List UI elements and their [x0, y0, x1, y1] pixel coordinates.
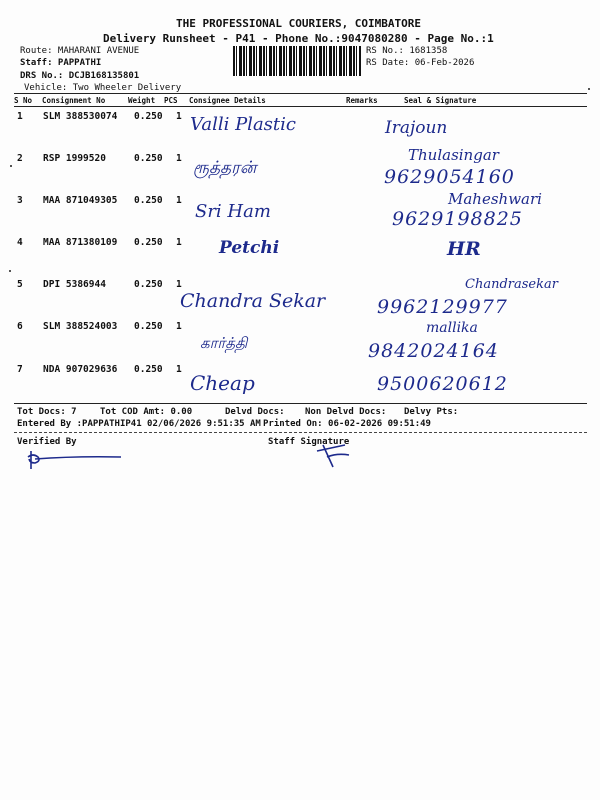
verified-by-label: Verified By	[17, 437, 77, 447]
row-phone-handwriting: 9842024164	[368, 340, 499, 362]
col-consignment: Consignment No	[42, 96, 106, 105]
row-signature-handwriting: Maheshwari	[448, 190, 542, 208]
row-pcs: 1	[176, 279, 182, 290]
row-consignment: RSP 1999520	[43, 153, 106, 164]
scan-speck	[588, 88, 590, 90]
row-signature-handwriting: Thulasingar	[408, 146, 499, 164]
barcode	[233, 46, 361, 76]
drs-number: DRS No.: DCJB168135801	[20, 71, 140, 81]
runsheet-subtitle: Delivery Runsheet - P41 - Phone No.:9047080280 - Page No.:1	[103, 32, 494, 45]
row-phone-handwriting: 9629198825	[392, 208, 523, 230]
table-bottom-rule	[14, 403, 587, 404]
row-consignee-handwriting: Valli Plastic	[190, 114, 296, 135]
row-sno: 2	[17, 153, 23, 164]
row-consignment: MAA 871049305	[43, 195, 118, 206]
row-sno: 6	[17, 321, 23, 332]
staff-label: Staff: PAPPATHI	[20, 58, 102, 68]
col-remarks: Remarks	[346, 96, 378, 105]
row-weight: 0.250	[134, 321, 163, 332]
scan-speck	[9, 270, 11, 272]
company-title: THE PROFESSIONAL COURIERS, COIMBATORE	[176, 17, 422, 30]
row-sno: 5	[17, 279, 23, 290]
vehicle-label: Vehicle: Two Wheeler Delivery	[24, 83, 182, 93]
footer-rule	[14, 432, 587, 433]
route-label: Route: MAHARANI AVENUE	[20, 46, 140, 56]
table-header-rule	[14, 106, 587, 107]
row-consignee-handwriting: Sri Ham	[195, 201, 271, 222]
row-weight: 0.250	[134, 237, 163, 248]
row-consignee-handwriting: ரூத்தரன்	[193, 158, 257, 178]
col-pcs: PCS	[164, 96, 178, 105]
row-weight: 0.250	[134, 195, 163, 206]
staff-signature-mark	[315, 437, 355, 469]
row-consignment: DPI 5386944	[43, 279, 106, 290]
total-cod-amount: Tot COD Amt: 0.00	[100, 407, 193, 417]
verified-by-signature	[25, 447, 125, 472]
row-consignee-handwriting: Petchi	[219, 238, 280, 258]
row-pcs: 1	[176, 237, 182, 248]
col-weight: Weight	[128, 96, 156, 105]
row-consignment: MAA 871380109	[43, 237, 118, 248]
row-weight: 0.250	[134, 153, 163, 164]
entered-by: Entered By :PAPPATHIP41 02/06/2026 9:51:35 AM	[17, 419, 261, 429]
row-weight: 0.250	[134, 111, 163, 122]
row-signature-handwriting: HR	[447, 238, 481, 260]
scan-speck	[10, 165, 12, 167]
row-consignment: SLM 388524003	[43, 321, 118, 332]
col-seal-signature: Seal & Signature	[404, 96, 477, 105]
row-pcs: 1	[176, 321, 182, 332]
delivered-docs: Delvd Docs:	[225, 407, 285, 417]
row-weight: 0.250	[134, 364, 163, 375]
row-consignment: SLM 388530074	[43, 111, 118, 122]
non-delivered-docs: Non Delvd Docs:	[305, 407, 387, 417]
row-pcs: 1	[176, 195, 182, 206]
row-pcs: 1	[176, 153, 182, 164]
row-consignee-handwriting: Cheap	[190, 371, 255, 395]
printed-on: Printed On: 06-02-2026 09:51:49	[263, 419, 431, 429]
row-phone-handwriting: 9962129977	[377, 296, 508, 318]
row-signature-handwriting: Irajoun	[385, 118, 448, 138]
row-phone-handwriting: 9500620612	[377, 373, 508, 395]
row-signature-handwriting: mallika	[426, 320, 478, 336]
row-pcs: 1	[176, 111, 182, 122]
row-consignment: NDA 907029636	[43, 364, 118, 375]
row-pcs: 1	[176, 364, 182, 375]
col-sno: S No	[14, 96, 33, 105]
delivery-points: Delvy Pts:	[404, 407, 459, 417]
table-top-rule	[14, 93, 587, 94]
row-consignee-handwriting: கார்த்தி	[200, 334, 248, 352]
row-weight: 0.250	[134, 279, 163, 290]
total-docs: Tot Docs: 7	[17, 407, 77, 417]
row-signature-handwriting: Chandrasekar	[465, 277, 558, 292]
row-phone-handwriting: 9629054160	[384, 166, 515, 188]
col-consignee: Consignee Details	[189, 96, 266, 105]
row-consignee-handwriting: Chandra Sekar	[180, 290, 326, 312]
row-sno: 4	[17, 237, 23, 248]
row-sno: 7	[17, 364, 23, 375]
rs-date: RS Date: 06-Feb-2026	[366, 58, 475, 68]
row-sno: 3	[17, 195, 23, 206]
row-sno: 1	[17, 111, 23, 122]
staff-signature-label: Staff Signature	[268, 437, 350, 447]
rs-number: RS No.: 1681358	[366, 46, 448, 56]
